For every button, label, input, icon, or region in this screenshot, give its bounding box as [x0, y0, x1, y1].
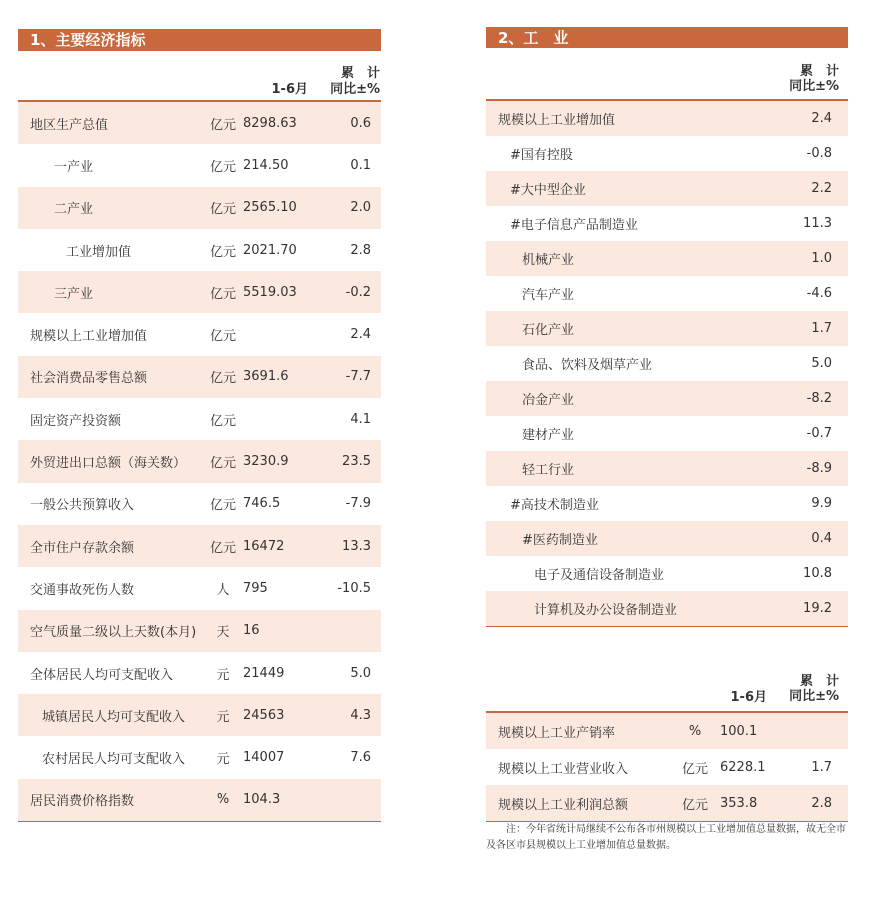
- table-row: [486, 749, 848, 785]
- cell-value: 3691.6: [243, 369, 289, 385]
- cell-unit: 元: [216, 752, 230, 768]
- cell-unit: 亿元: [209, 202, 236, 218]
- section-title-industry: 2、工 业: [486, 27, 848, 48]
- table-row: [18, 483, 381, 525]
- cell-pct: 1.7: [811, 759, 832, 775]
- industry-table: [486, 99, 848, 627]
- cell-pct: 5.0: [350, 665, 371, 681]
- table-row: [18, 440, 381, 482]
- table-row: [486, 486, 848, 521]
- table-row: [18, 694, 381, 736]
- col-cum-top: 累 计: [799, 64, 839, 79]
- cell-pct: 2.8: [350, 242, 371, 258]
- table-row: [486, 451, 848, 486]
- cell-unit: 亿元: [209, 413, 236, 429]
- cell-value: 746.5: [243, 496, 281, 512]
- table-row: [18, 525, 381, 567]
- cell-name: 一般公共预算收入: [30, 498, 135, 514]
- table-row: [486, 416, 848, 451]
- cell-name: 石化产业: [522, 323, 575, 338]
- cell-name: 电子及通信设备制造业: [534, 568, 665, 583]
- cell-pct: 2.8: [811, 795, 832, 811]
- cell-unit: 亿元: [209, 117, 236, 133]
- cell-name: 食品、饮料及烟草产业: [522, 358, 653, 373]
- cell-unit: 亿元: [209, 329, 236, 345]
- cell-pct: 0.6: [350, 115, 371, 131]
- cell-pct: -10.5: [337, 580, 371, 596]
- cell-name: 冶金产业: [522, 393, 575, 408]
- table-row: [486, 556, 848, 591]
- cell-value: 8298.63: [243, 115, 297, 131]
- cell-value: 3230.9: [243, 454, 289, 470]
- cell-value: 2021.70: [243, 242, 297, 258]
- cell-name: 全体居民人均可支配收入: [30, 667, 174, 683]
- cell-pct: 4.3: [350, 707, 371, 723]
- cell-unit: 元: [216, 709, 230, 725]
- cell-name: 交通事故死伤人数: [30, 582, 135, 598]
- cell-value: 214.50: [243, 157, 289, 173]
- col-cum-bottom: 同比±%: [330, 82, 380, 97]
- cell-value: 16472: [243, 538, 285, 554]
- cell-unit: 元: [216, 667, 230, 683]
- table-row: [18, 144, 381, 186]
- table-row: [486, 521, 848, 556]
- cell-pct: 2.0: [350, 200, 371, 216]
- cell-name: 全市住户存款余额: [30, 540, 135, 556]
- cell-pct: -0.2: [345, 284, 371, 300]
- cell-unit: 亿元: [209, 498, 236, 514]
- cell-unit: %: [216, 792, 230, 808]
- cell-name: 规模以上工业增加值: [498, 113, 616, 128]
- cell-name: 外贸进出口总额（海关数）: [30, 456, 187, 472]
- table-row: [486, 785, 848, 821]
- table-row: [486, 136, 848, 171]
- table-row: [486, 171, 848, 206]
- industry-sales-table: [486, 711, 848, 822]
- cell-name: #大中型企业: [510, 183, 586, 198]
- table-row: [18, 567, 381, 609]
- table-row: [486, 206, 848, 241]
- cell-name: 二产业: [54, 202, 94, 218]
- cell-unit: 亿元: [681, 761, 708, 777]
- section-title-economic: 1、主要经济指标: [18, 29, 381, 51]
- cell-pct: 2.4: [811, 111, 832, 126]
- cell-value: 353.8: [720, 795, 758, 811]
- cell-name: 轻工行业: [522, 463, 575, 478]
- cell-value: 795: [243, 580, 268, 596]
- cell-name: 社会消费品零售总额: [30, 371, 148, 387]
- cell-unit: 亿元: [209, 159, 236, 175]
- cell-name: 一产业: [54, 159, 94, 175]
- cell-pct: 4.1: [350, 411, 371, 427]
- cell-name: 三产业: [54, 286, 94, 302]
- cell-name: #国有控股: [510, 148, 573, 163]
- cell-pct: 11.3: [803, 216, 832, 231]
- cell-pct: 0.1: [350, 157, 371, 173]
- cell-value: 14007: [243, 750, 285, 766]
- cell-name: #电子信息产品制造业: [510, 218, 638, 233]
- cell-name: 规模以上工业利润总额: [498, 797, 629, 813]
- cell-pct: 13.3: [342, 538, 371, 554]
- cell-name: 计算机及办公设备制造业: [534, 603, 678, 618]
- cell-value: 100.1: [720, 723, 758, 739]
- cell-name: 规模以上工业增加值: [30, 329, 148, 345]
- footnote: 注：今年省统计局继续不公布各市州规模以上工业增加值总量数据，故无全市及各区市县规模以上工业增加值总量数据。: [486, 824, 846, 851]
- cell-name: 居民消费价格指数: [30, 794, 135, 810]
- cell-pct: -7.9: [345, 496, 371, 512]
- table-row: [18, 398, 381, 440]
- cell-name: 固定资产投资额: [30, 413, 122, 429]
- table-row: [18, 313, 381, 355]
- col-period: 1-6月: [730, 690, 767, 705]
- table-row: [18, 271, 381, 313]
- cell-value: 5519.03: [243, 284, 297, 300]
- cell-name: 空气质量二级以上天数(本月): [30, 625, 197, 641]
- table-row: [486, 381, 848, 416]
- table-row: [18, 652, 381, 694]
- cell-pct: -0.8: [806, 146, 832, 161]
- cell-pct: -0.7: [806, 426, 832, 441]
- cell-pct: -7.7: [345, 369, 371, 385]
- table-row: [18, 356, 381, 398]
- table-row: [486, 241, 848, 276]
- table-row: [18, 779, 381, 821]
- table-row: [18, 736, 381, 778]
- cell-value: 21449: [243, 665, 285, 681]
- cell-pct: -8.9: [806, 461, 832, 476]
- cell-pct: 2.2: [811, 181, 832, 196]
- col-period: 1-6月: [271, 82, 308, 97]
- cell-name: 机械产业: [522, 253, 575, 268]
- cell-value: 16: [243, 623, 260, 639]
- cell-pct: 23.5: [342, 454, 371, 470]
- cell-name: 城镇居民人均可支配收入: [42, 709, 186, 725]
- cell-name: 工业增加值: [66, 244, 132, 260]
- cell-pct: 7.6: [350, 750, 371, 766]
- table-row: [486, 276, 848, 311]
- cell-name: 建材产业: [522, 428, 575, 443]
- cell-unit: 人: [216, 582, 230, 598]
- economic-table: [18, 100, 381, 822]
- table-row: [18, 229, 381, 271]
- table-row: [486, 346, 848, 381]
- cell-value: 6228.1: [720, 759, 766, 775]
- col-cum-bottom: 同比±%: [789, 689, 839, 704]
- cell-pct: 2.4: [350, 327, 371, 343]
- cell-pct: 10.8: [803, 566, 832, 581]
- cell-value: 2565.10: [243, 200, 297, 216]
- cell-pct: 19.2: [803, 601, 832, 616]
- cell-pct: 0.4: [811, 531, 832, 546]
- cell-unit: 亿元: [209, 244, 236, 260]
- cell-name: 农村居民人均可支配收入: [42, 752, 186, 768]
- cell-pct: 5.0: [811, 356, 832, 371]
- cell-name: #高技术制造业: [510, 498, 599, 513]
- col-cum-top: 累 计: [340, 66, 380, 81]
- cell-pct: 1.7: [811, 321, 832, 336]
- cell-pct: -4.6: [806, 286, 832, 301]
- cell-name: 地区生产总值: [30, 117, 109, 133]
- cell-value: 24563: [243, 707, 285, 723]
- cell-value: 104.3: [243, 792, 281, 808]
- table-row: [486, 591, 848, 626]
- cell-name: 规模以上工业营业收入: [498, 761, 629, 777]
- cell-name: 规模以上工业产销率: [498, 725, 616, 741]
- cell-pct: -8.2: [806, 391, 832, 406]
- cell-pct: 9.9: [811, 496, 832, 511]
- cell-name: #医药制造业: [522, 533, 598, 548]
- table-row: [486, 713, 848, 749]
- cell-pct: 1.0: [811, 251, 832, 266]
- table-row: [18, 610, 381, 652]
- cell-unit: 亿元: [209, 540, 236, 556]
- cell-unit: 天: [216, 625, 230, 641]
- table-row: [18, 187, 381, 229]
- cell-unit: 亿元: [209, 371, 236, 387]
- cell-unit: 亿元: [681, 797, 708, 813]
- cell-unit: 亿元: [209, 456, 236, 472]
- table-row: [486, 101, 848, 136]
- col-cum-bottom: 同比±%: [789, 79, 839, 94]
- table-row: [18, 102, 381, 144]
- cell-unit: %: [688, 723, 702, 739]
- col-cum-top: 累 计: [799, 674, 839, 689]
- table-row: [486, 311, 848, 346]
- cell-unit: 亿元: [209, 286, 236, 302]
- cell-name: 汽车产业: [522, 288, 575, 303]
